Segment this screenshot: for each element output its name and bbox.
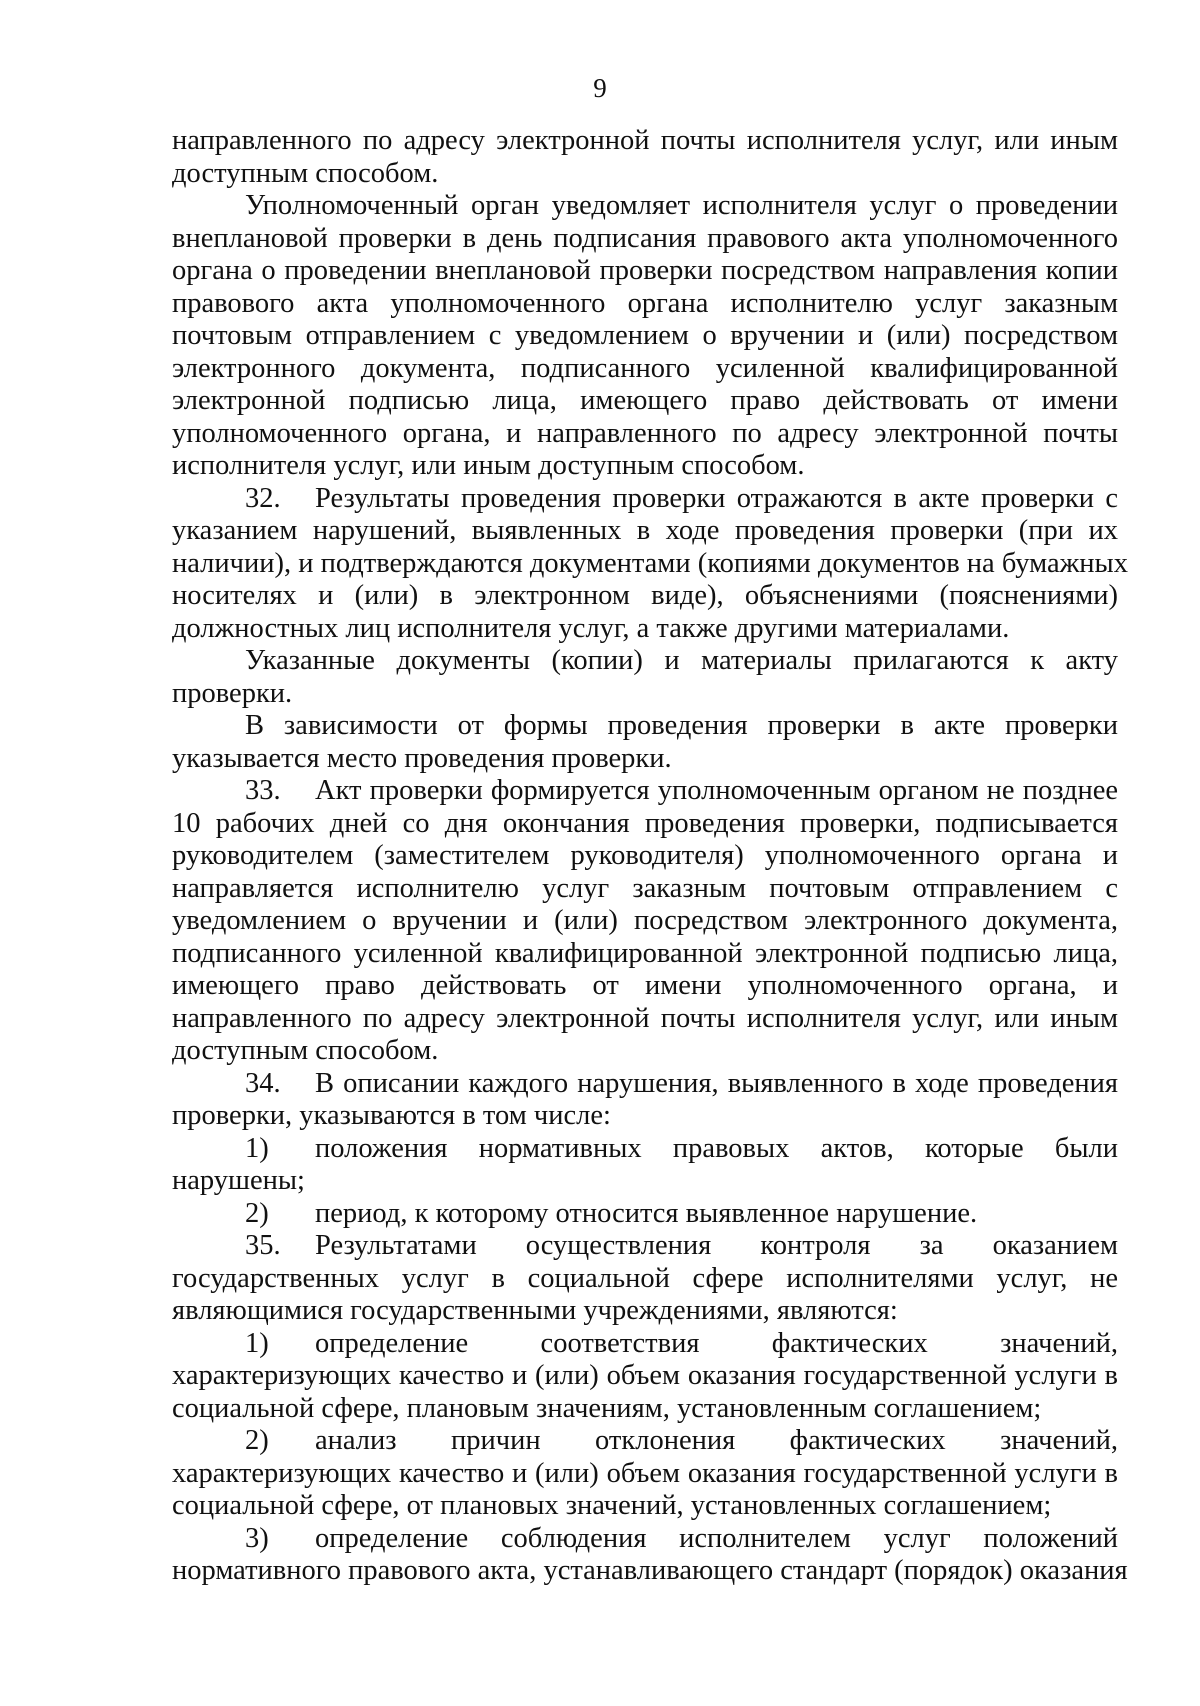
line-text: характеризующих качество и (или) объем оказания государственной услуги в: [172, 1457, 1118, 1489]
text-line: [172, 1523, 1118, 1556]
text-line: [172, 1198, 1118, 1231]
text-line: [172, 1393, 1118, 1426]
text-line: [172, 223, 1118, 256]
line-text: социальной сфере, плановым значениям, установленным соглашением;: [172, 1392, 1042, 1424]
text-line: [172, 1230, 1118, 1263]
text-line: [172, 288, 1118, 321]
text-line: [172, 1490, 1118, 1523]
line-text: нарушены;: [172, 1165, 305, 1196]
line-text: должностных лиц исполнителя услуг, а также другими материалами.: [172, 612, 1010, 644]
text-line: [172, 710, 1118, 743]
text-line: [172, 905, 1118, 938]
line-text: В описании каждого нарушения, выявленного в ходе проведения: [315, 1067, 1118, 1099]
line-text: определение соблюдения исполнителем услуг положений: [315, 1522, 1118, 1554]
line-text: проверки, указываются в том числе:: [172, 1100, 611, 1131]
text-line: [172, 1263, 1118, 1296]
line-text: руководителем (заместителем руководителя) уполномоченного органа и: [172, 840, 1118, 871]
line-text: уведомлением о вручении и (или) посредством электронного документа,: [172, 905, 1118, 936]
text-line: [172, 320, 1118, 353]
text-line: [172, 840, 1118, 873]
text-line: [172, 645, 1118, 678]
text-line: [172, 743, 1118, 776]
text-line: [172, 1100, 1118, 1133]
line-text: Акт проверки формируется уполномоченным органом не позднее: [315, 775, 1118, 806]
line-text: наличии), и подтверждаются документами (копиями документов на бумажных: [172, 547, 1128, 579]
line-text: 10 рабочих дней со дня окончания проведения проверки, подписывается: [172, 807, 1118, 839]
text-line: [172, 970, 1118, 1003]
text-line: [172, 353, 1118, 386]
text-line: [172, 385, 1118, 418]
line-text: являющимися государственными учреждениями, являются:: [172, 1295, 898, 1326]
item-number: 32.: [245, 482, 281, 514]
text-line: [172, 1133, 1118, 1166]
text-line: [172, 1003, 1118, 1036]
line-text: имеющего право действовать от имени уполномоченного органа, и: [172, 970, 1118, 1001]
line-text: направленного по адресу электронной почты исполнителя услуг, или иным: [172, 125, 1118, 156]
document-body: [172, 125, 1128, 1588]
text-line: [172, 125, 1118, 158]
line-text: внеплановой проверки в день подписания правового акта уполномоченного: [172, 222, 1118, 254]
text-line: [172, 1165, 1118, 1198]
item-number: 33.: [245, 775, 281, 806]
text-line: [172, 873, 1118, 906]
line-text: Результатами осуществления контроля за оказанием: [315, 1230, 1118, 1261]
line-text: органа о проведении внеплановой проверки посредством направления копии: [172, 255, 1118, 286]
text-line: [172, 1425, 1118, 1458]
line-text: доступным способом.: [172, 1035, 439, 1066]
line-text: направленного по адресу электронной почты исполнителя услуг, или иным: [172, 1002, 1118, 1034]
line-text: доступным способом.: [172, 157, 439, 189]
line-text: проверки.: [172, 677, 293, 709]
text-line: [172, 938, 1118, 971]
line-text: правового акта уполномоченного органа исполнителю услуг заказным: [172, 287, 1118, 319]
line-text: носителях и (или) в электронном виде), объяснениями (пояснениями): [172, 580, 1118, 611]
page-number: 9: [593, 73, 607, 103]
item-number: 3): [245, 1522, 269, 1554]
text-line: [172, 450, 1118, 483]
line-text: указанием нарушений, выявленных в ходе проведения проверки (при их: [172, 515, 1118, 546]
item-number: 2): [245, 1197, 269, 1229]
text-line: [172, 515, 1118, 548]
line-text: положения нормативных правовых актов, которые были: [315, 1132, 1118, 1164]
item-number: 1): [245, 1327, 269, 1359]
text-line: [172, 158, 1118, 191]
text-line: [172, 1458, 1118, 1491]
line-text: исполнителя услуг, или иным доступным способом.: [172, 450, 805, 481]
item-number: 2): [245, 1425, 269, 1456]
line-text: указывается место проведения проверки.: [172, 742, 672, 774]
line-text: Уполномоченный орган уведомляет исполнителя услуг о проведении: [245, 190, 1118, 221]
text-line: [172, 775, 1118, 808]
text-line: [172, 1295, 1118, 1328]
item-number: 1): [245, 1132, 269, 1164]
line-text: направляется исполнителю услуг заказным почтовым отправлением с: [172, 872, 1118, 904]
line-text: уполномоченного органа, и направленного по адресу электронной почты: [172, 417, 1118, 449]
text-line: [172, 1035, 1118, 1068]
text-line: [172, 808, 1118, 841]
line-text: государственных услуг в социальной сфере исполнителями услуг, не: [172, 1262, 1118, 1294]
line-text: определение соответствия фактических значений,: [315, 1327, 1118, 1359]
text-line: [172, 190, 1118, 223]
line-text: нормативного правового акта, устанавливающего стандарт (порядок) оказания: [172, 1555, 1128, 1586]
text-line: [172, 1328, 1118, 1361]
line-text: почтовым отправлением с уведомлением о вручении и (или) посредством: [172, 320, 1118, 351]
text-line: [172, 483, 1118, 516]
line-text: период, к которому относится выявленное нарушение.: [315, 1197, 978, 1229]
text-line: [172, 580, 1118, 613]
line-text: электронной подписью лица, имеющего право действовать от имени: [172, 385, 1118, 416]
item-number: 35.: [245, 1230, 281, 1261]
item-number: 34.: [245, 1067, 281, 1099]
line-text: подписанного усиленной квалифицированной электронной подписью лица,: [172, 937, 1118, 969]
line-text: анализ причин отклонения фактических значений,: [315, 1425, 1118, 1456]
text-line: [172, 1360, 1118, 1393]
text-line: [172, 547, 1128, 581]
line-text: Указанные документы (копии) и материалы прилагаются к акту: [245, 645, 1118, 676]
text-line: [172, 613, 1118, 646]
text-line: [172, 418, 1118, 451]
line-text: электронного документа, подписанного усиленной квалифицированной: [172, 352, 1118, 384]
line-text: социальной сфере, от плановых значений, установленных соглашением;: [172, 1490, 1052, 1521]
text-line: [172, 255, 1118, 288]
text-line: [172, 1068, 1118, 1101]
text-line: [172, 678, 1118, 711]
text-line: [172, 1555, 1128, 1588]
line-text: характеризующих качество и (или) объем оказания государственной услуги в: [172, 1360, 1118, 1391]
line-text: Результаты проведения проверки отражаются в акте проверки с: [315, 482, 1118, 514]
line-text: В зависимости от формы проведения проверки в акте проверки: [245, 710, 1118, 741]
